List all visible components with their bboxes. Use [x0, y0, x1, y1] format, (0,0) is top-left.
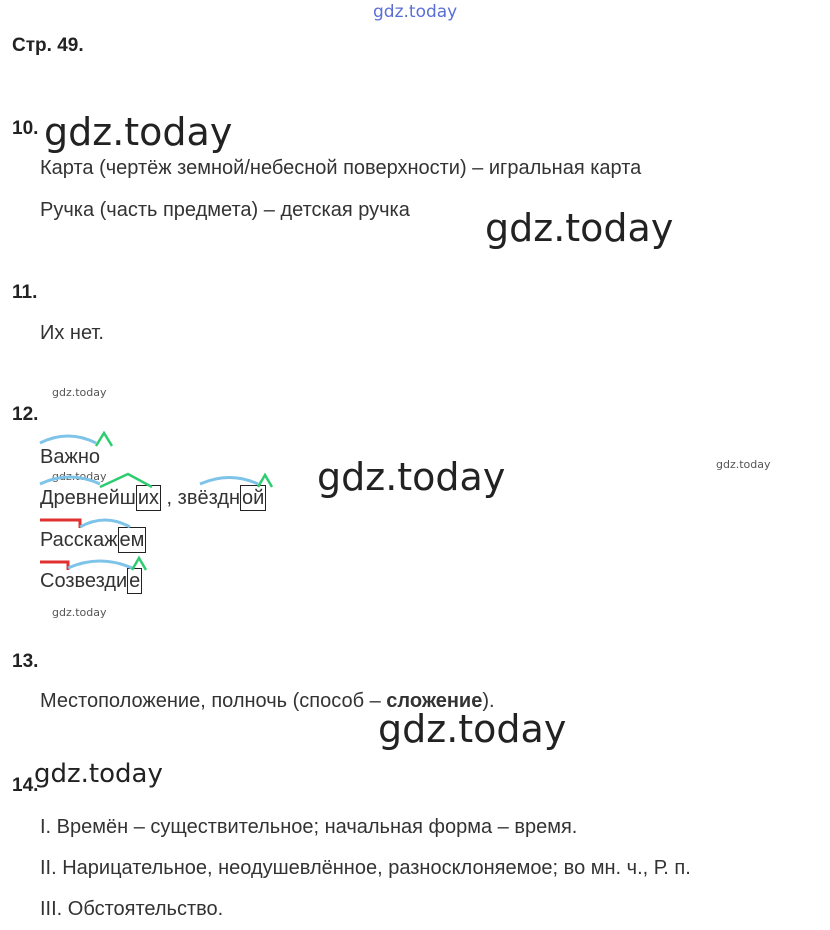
- page-title: Стр. 49.: [12, 35, 84, 56]
- morpheme-word-1: [40, 446, 100, 469]
- word-stem: Расскаж: [40, 529, 118, 551]
- word-text: Важно: [40, 446, 101, 468]
- bold-term: сложение: [386, 690, 483, 712]
- watermark-top: gdz.today: [373, 2, 458, 22]
- watermark: gdz.today: [485, 206, 674, 250]
- ending-box: е: [129, 570, 141, 592]
- exercise-11-line-1: Их нет.: [40, 322, 104, 344]
- exercise-14-line-2: II. Нарицательное, неодушевлённое, разносклоняемое; во мн. ч., Р. п.: [40, 857, 691, 879]
- watermark-small: gdz.today: [716, 458, 771, 471]
- morpheme-word-4: [40, 527, 146, 553]
- morpheme-word-2: [40, 485, 266, 511]
- word-stem: звёздн: [177, 487, 241, 509]
- exercise-10-number: 10.: [12, 118, 39, 139]
- exercise-10-line-2: Ручка (часть предмета) – детская ручка: [40, 199, 410, 221]
- text-segment: ).: [482, 690, 495, 712]
- exercise-14-line-1: I. Времён – существительное; начальная форма – время.: [40, 816, 578, 838]
- watermark-small: gdz.today: [52, 470, 107, 483]
- suffix-mark: [96, 433, 112, 446]
- watermark: gdz.today: [317, 455, 506, 499]
- ending-box: ем: [119, 529, 145, 551]
- exercise-14-number: 14.: [12, 775, 39, 796]
- morpheme-word-5: [40, 568, 142, 594]
- comma: ,: [166, 487, 173, 509]
- word-stem: Древнейш: [40, 487, 136, 509]
- watermark: gdz.today: [34, 759, 163, 789]
- root-arc: [40, 436, 96, 443]
- word-stem: Созвезди: [40, 570, 128, 592]
- root-arc: [80, 520, 130, 527]
- watermark-small: gdz.today: [52, 386, 107, 399]
- watermark: gdz.today: [44, 110, 233, 154]
- root-arc: [68, 561, 132, 568]
- exercise-11-number: 11.: [12, 282, 38, 303]
- exercise-13-number: 13.: [12, 651, 39, 672]
- ending-box: ой: [242, 487, 265, 509]
- exercise-14-line-3: III. Обстоятельство.: [40, 898, 224, 920]
- exercise-12-number: 12.: [12, 404, 39, 425]
- root-arc: [200, 478, 258, 485]
- watermark-small: gdz.today: [52, 606, 107, 619]
- ending-box: их: [137, 487, 159, 509]
- text-segment: Местоположение, полночь (способ –: [40, 690, 387, 712]
- exercise-10-line-1: Карта (чертёж земной/небесной поверхности) – игральная карта: [40, 157, 642, 179]
- watermark: gdz.today: [378, 707, 567, 751]
